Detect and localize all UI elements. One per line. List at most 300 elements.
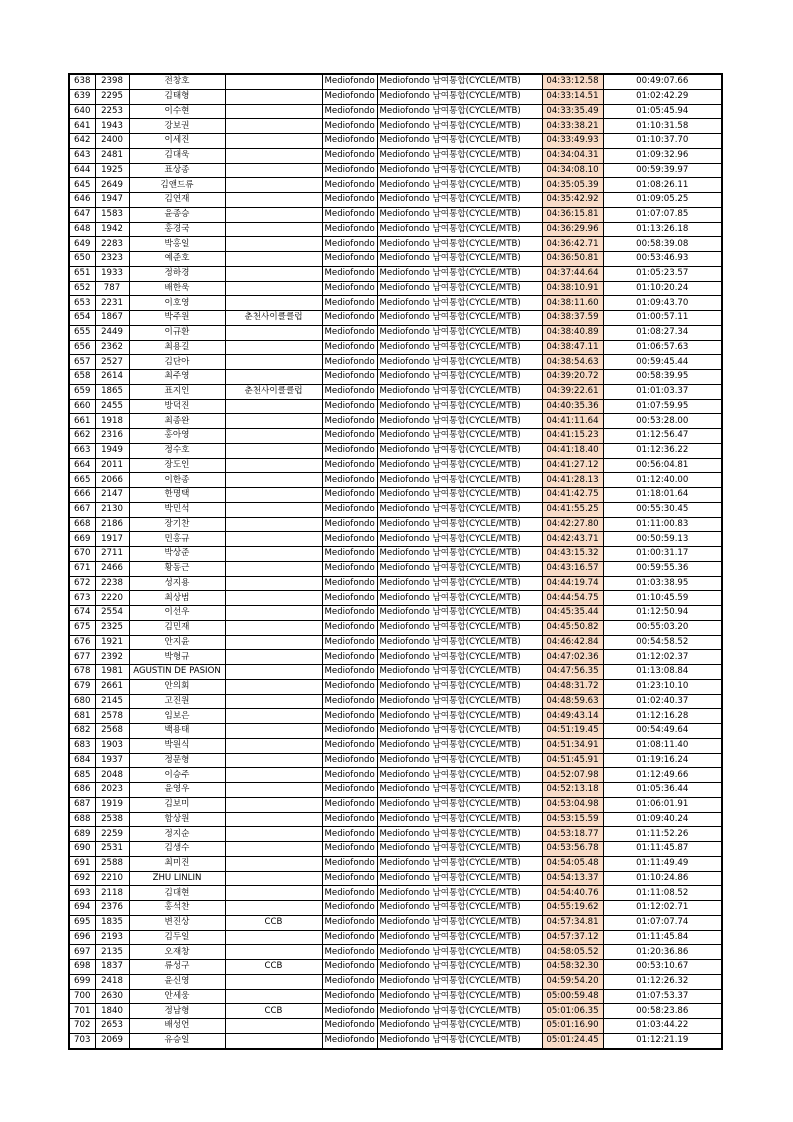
rank-cell: 649 xyxy=(69,237,95,252)
category-cell: Mediofondo 남여통합(CYCLE/MTB) xyxy=(377,856,542,871)
gap-time-cell: 00:54:49.64 xyxy=(603,724,722,739)
category-cell: Mediofondo 남여통합(CYCLE/MTB) xyxy=(377,694,542,709)
category-cell: Mediofondo 남여통합(CYCLE/MTB) xyxy=(377,414,542,429)
bib-cell: 2711 xyxy=(95,547,129,562)
category-cell: Mediofondo 남여통합(CYCLE/MTB) xyxy=(377,915,542,930)
gap-time-cell: 01:08:11.40 xyxy=(603,738,722,753)
finish-time-cell: 04:38:40.89 xyxy=(542,325,603,340)
team-cell: CCB xyxy=(225,915,322,930)
team-cell xyxy=(225,886,322,901)
category-cell: Mediofondo 남여통합(CYCLE/MTB) xyxy=(377,473,542,488)
category-cell: Mediofondo 남여통합(CYCLE/MTB) xyxy=(377,355,542,370)
table-row xyxy=(69,532,722,547)
team-cell xyxy=(225,237,322,252)
team-cell xyxy=(225,517,322,532)
name-cell: 최미진 xyxy=(129,856,225,871)
rank-cell: 700 xyxy=(69,989,95,1004)
table-row xyxy=(69,724,722,739)
course-cell: Mediofondo xyxy=(322,871,377,886)
name-cell: 김두일 xyxy=(129,930,225,945)
course-cell: Mediofondo xyxy=(322,783,377,798)
name-cell: AGUSTIN DE PASION xyxy=(129,665,225,680)
team-cell xyxy=(225,871,322,886)
finish-time-cell: 04:33:49.93 xyxy=(542,134,603,149)
rank-cell: 680 xyxy=(69,694,95,709)
finish-time-cell: 04:47:02.36 xyxy=(542,650,603,665)
team-cell xyxy=(225,827,322,842)
gap-time-cell: 01:10:24.86 xyxy=(603,871,722,886)
gap-time-cell: 01:11:45.84 xyxy=(603,930,722,945)
gap-time-cell: 01:05:45.94 xyxy=(603,104,722,119)
category-cell: Mediofondo 남여통합(CYCLE/MTB) xyxy=(377,606,542,621)
gap-time-cell: 00:59:45.44 xyxy=(603,355,722,370)
bib-cell: 2449 xyxy=(95,325,129,340)
rank-cell: 701 xyxy=(69,1004,95,1019)
name-cell: 백용태 xyxy=(129,724,225,739)
finish-time-cell: 04:38:10.91 xyxy=(542,281,603,296)
rank-cell: 687 xyxy=(69,797,95,812)
rank-cell: 658 xyxy=(69,370,95,385)
finish-time-cell: 04:39:22.61 xyxy=(542,384,603,399)
bib-cell: 2630 xyxy=(95,989,129,1004)
gap-time-cell: 01:02:40.37 xyxy=(603,694,722,709)
name-cell: 이호영 xyxy=(129,296,225,311)
team-cell xyxy=(225,650,322,665)
finish-time-cell: 04:54:05.48 xyxy=(542,856,603,871)
team-cell xyxy=(225,694,322,709)
gap-time-cell: 00:56:04.81 xyxy=(603,458,722,473)
rank-cell: 671 xyxy=(69,561,95,576)
rank-cell: 652 xyxy=(69,281,95,296)
name-cell: 김생수 xyxy=(129,842,225,857)
bib-cell: 2481 xyxy=(95,148,129,163)
category-cell: Mediofondo 남여통합(CYCLE/MTB) xyxy=(377,222,542,237)
rank-cell: 657 xyxy=(69,355,95,370)
name-cell: 홍경국 xyxy=(129,222,225,237)
gap-time-cell: 00:53:28.00 xyxy=(603,414,722,429)
gap-time-cell: 00:58:39.95 xyxy=(603,370,722,385)
finish-time-cell: 04:44:54.75 xyxy=(542,591,603,606)
finish-time-cell: 04:38:54.63 xyxy=(542,355,603,370)
category-cell: Mediofondo 남여통합(CYCLE/MTB) xyxy=(377,753,542,768)
team-cell xyxy=(225,783,322,798)
name-cell: ZHU LINLIN xyxy=(129,871,225,886)
table-row xyxy=(69,694,722,709)
bib-cell: 2069 xyxy=(95,1033,129,1048)
course-cell: Mediofondo xyxy=(322,709,377,724)
finish-time-cell: 04:41:11.64 xyxy=(542,414,603,429)
finish-time-cell: 04:41:18.40 xyxy=(542,443,603,458)
category-cell: Mediofondo 남여통합(CYCLE/MTB) xyxy=(377,724,542,739)
rank-cell: 686 xyxy=(69,783,95,798)
bib-cell: 2653 xyxy=(95,1019,129,1034)
finish-time-cell: 04:59:54.20 xyxy=(542,974,603,989)
team-cell: CCB xyxy=(225,960,322,975)
team-cell xyxy=(225,930,322,945)
bib-cell: 2661 xyxy=(95,679,129,694)
team-cell xyxy=(225,488,322,503)
category-cell: Mediofondo 남여통합(CYCLE/MTB) xyxy=(377,134,542,149)
course-cell: Mediofondo xyxy=(322,812,377,827)
team-cell xyxy=(225,502,322,517)
table-row xyxy=(69,370,722,385)
category-cell: Mediofondo 남여통합(CYCLE/MTB) xyxy=(377,842,542,857)
finish-time-cell: 04:41:15.23 xyxy=(542,429,603,444)
rank-cell: 685 xyxy=(69,768,95,783)
rank-cell: 682 xyxy=(69,724,95,739)
course-cell: Mediofondo xyxy=(322,281,377,296)
team-cell xyxy=(225,901,322,916)
bib-cell: 2538 xyxy=(95,812,129,827)
bib-cell: 1921 xyxy=(95,635,129,650)
course-cell: Mediofondo xyxy=(322,458,377,473)
category-cell: Mediofondo 남여통합(CYCLE/MTB) xyxy=(377,252,542,267)
course-cell: Mediofondo xyxy=(322,222,377,237)
gap-time-cell: 01:13:26.18 xyxy=(603,222,722,237)
table-row xyxy=(69,296,722,311)
rank-cell: 641 xyxy=(69,119,95,134)
finish-time-cell: 04:57:34.81 xyxy=(542,915,603,930)
name-cell: 정지순 xyxy=(129,827,225,842)
category-cell: Mediofondo 남여통합(CYCLE/MTB) xyxy=(377,502,542,517)
course-cell: Mediofondo xyxy=(322,960,377,975)
category-cell: Mediofondo 남여통합(CYCLE/MTB) xyxy=(377,237,542,252)
name-cell: 이세진 xyxy=(129,134,225,149)
category-cell: Mediofondo 남여통합(CYCLE/MTB) xyxy=(377,281,542,296)
bib-cell: 2011 xyxy=(95,458,129,473)
course-cell: Mediofondo xyxy=(322,827,377,842)
gap-time-cell: 01:03:44.22 xyxy=(603,1019,722,1034)
gap-time-cell: 01:12:36.22 xyxy=(603,443,722,458)
course-cell: Mediofondo xyxy=(322,414,377,429)
course-cell: Mediofondo xyxy=(322,119,377,134)
finish-time-cell: 04:38:11.60 xyxy=(542,296,603,311)
finish-time-cell: 04:41:42.75 xyxy=(542,488,603,503)
bib-cell: 1903 xyxy=(95,738,129,753)
table-row xyxy=(69,222,722,237)
bib-cell: 2392 xyxy=(95,650,129,665)
team-cell xyxy=(225,178,322,193)
category-cell: Mediofondo 남여통합(CYCLE/MTB) xyxy=(377,266,542,281)
course-cell: Mediofondo xyxy=(322,989,377,1004)
category-cell: Mediofondo 남여통합(CYCLE/MTB) xyxy=(377,74,542,89)
team-cell xyxy=(225,576,322,591)
finish-time-cell: 04:40:35.36 xyxy=(542,399,603,414)
name-cell: 최상범 xyxy=(129,591,225,606)
finish-time-cell: 04:45:50.82 xyxy=(542,620,603,635)
category-cell: Mediofondo 남여통합(CYCLE/MTB) xyxy=(377,561,542,576)
bib-cell: 1835 xyxy=(95,915,129,930)
bib-cell: 2588 xyxy=(95,856,129,871)
table-row xyxy=(69,355,722,370)
rank-cell: 648 xyxy=(69,222,95,237)
category-cell: Mediofondo 남여통합(CYCLE/MTB) xyxy=(377,178,542,193)
finish-time-cell: 04:53:15.59 xyxy=(542,812,603,827)
category-cell: Mediofondo 남여통합(CYCLE/MTB) xyxy=(377,1004,542,1019)
rank-cell: 693 xyxy=(69,886,95,901)
course-cell: Mediofondo xyxy=(322,252,377,267)
name-cell: 안세웅 xyxy=(129,989,225,1004)
rank-cell: 683 xyxy=(69,738,95,753)
rank-cell: 675 xyxy=(69,620,95,635)
bib-cell: 1947 xyxy=(95,193,129,208)
course-cell: Mediofondo xyxy=(322,74,377,89)
name-cell: 한명택 xyxy=(129,488,225,503)
course-cell: Mediofondo xyxy=(322,591,377,606)
bib-cell: 1865 xyxy=(95,384,129,399)
bib-cell: 2130 xyxy=(95,502,129,517)
gap-time-cell: 01:11:49.49 xyxy=(603,856,722,871)
table-row xyxy=(69,119,722,134)
bib-cell: 1933 xyxy=(95,266,129,281)
course-cell: Mediofondo xyxy=(322,134,377,149)
team-cell xyxy=(225,252,322,267)
rank-cell: 644 xyxy=(69,163,95,178)
finish-time-cell: 04:51:34.91 xyxy=(542,738,603,753)
bib-cell: 2531 xyxy=(95,842,129,857)
finish-time-cell: 04:35:05.39 xyxy=(542,178,603,193)
course-cell: Mediofondo xyxy=(322,635,377,650)
rank-cell: 659 xyxy=(69,384,95,399)
name-cell: 이승주 xyxy=(129,768,225,783)
team-cell xyxy=(225,443,322,458)
name-cell: 이수현 xyxy=(129,104,225,119)
table-row xyxy=(69,89,722,104)
gap-time-cell: 01:23:10.10 xyxy=(603,679,722,694)
category-cell: Mediofondo 남여통합(CYCLE/MTB) xyxy=(377,960,542,975)
name-cell: 고진원 xyxy=(129,694,225,709)
table-row xyxy=(69,650,722,665)
rank-cell: 646 xyxy=(69,193,95,208)
gap-time-cell: 00:55:30.45 xyxy=(603,502,722,517)
category-cell: Mediofondo 남여통합(CYCLE/MTB) xyxy=(377,547,542,562)
rank-cell: 692 xyxy=(69,871,95,886)
rank-cell: 684 xyxy=(69,753,95,768)
table-row xyxy=(69,679,722,694)
bib-cell: 2400 xyxy=(95,134,129,149)
category-cell: Mediofondo 남여통합(CYCLE/MTB) xyxy=(377,1033,542,1048)
bib-cell: 2259 xyxy=(95,827,129,842)
table-row xyxy=(69,753,722,768)
category-cell: Mediofondo 남여통합(CYCLE/MTB) xyxy=(377,399,542,414)
table-row xyxy=(69,281,722,296)
category-cell: Mediofondo 남여통합(CYCLE/MTB) xyxy=(377,576,542,591)
name-cell: 윤영우 xyxy=(129,783,225,798)
course-cell: Mediofondo xyxy=(322,974,377,989)
table-row xyxy=(69,148,722,163)
course-cell: Mediofondo xyxy=(322,502,377,517)
table-row xyxy=(69,738,722,753)
table-row xyxy=(69,709,722,724)
team-cell xyxy=(225,738,322,753)
team-cell xyxy=(225,296,322,311)
name-cell: 안지윤 xyxy=(129,635,225,650)
gap-time-cell: 01:18:01.64 xyxy=(603,488,722,503)
team-cell xyxy=(225,679,322,694)
team-cell xyxy=(225,458,322,473)
bib-cell: 2578 xyxy=(95,709,129,724)
rank-cell: 678 xyxy=(69,665,95,680)
gap-time-cell: 00:54:58.52 xyxy=(603,635,722,650)
name-cell: 정문형 xyxy=(129,753,225,768)
name-cell: 이한종 xyxy=(129,473,225,488)
table-row xyxy=(69,547,722,562)
name-cell: 박민석 xyxy=(129,502,225,517)
gap-time-cell: 01:13:08.84 xyxy=(603,665,722,680)
gap-time-cell: 00:58:39.08 xyxy=(603,237,722,252)
course-cell: Mediofondo xyxy=(322,325,377,340)
table-row xyxy=(69,74,722,89)
table-row xyxy=(69,930,722,945)
category-cell: Mediofondo 남여통합(CYCLE/MTB) xyxy=(377,768,542,783)
gap-time-cell: 00:58:23.86 xyxy=(603,1004,722,1019)
table-row xyxy=(69,606,722,621)
rank-cell: 662 xyxy=(69,429,95,444)
finish-time-cell: 05:00:59.48 xyxy=(542,989,603,1004)
rank-cell: 672 xyxy=(69,576,95,591)
rank-cell: 653 xyxy=(69,296,95,311)
course-cell: Mediofondo xyxy=(322,842,377,857)
table-row xyxy=(69,193,722,208)
team-cell xyxy=(225,340,322,355)
table-row xyxy=(69,783,722,798)
course-cell: Mediofondo xyxy=(322,178,377,193)
bib-cell: 2145 xyxy=(95,694,129,709)
team-cell xyxy=(225,74,322,89)
team-cell xyxy=(225,532,322,547)
name-cell: 강보권 xyxy=(129,119,225,134)
name-cell: 정하경 xyxy=(129,266,225,281)
category-cell: Mediofondo 남여통합(CYCLE/MTB) xyxy=(377,1019,542,1034)
bib-cell: 2023 xyxy=(95,783,129,798)
gap-time-cell: 01:10:37.70 xyxy=(603,134,722,149)
course-cell: Mediofondo xyxy=(322,606,377,621)
name-cell: 박형규 xyxy=(129,650,225,665)
team-cell xyxy=(225,606,322,621)
bib-cell: 2323 xyxy=(95,252,129,267)
category-cell: Mediofondo 남여통합(CYCLE/MTB) xyxy=(377,709,542,724)
bib-cell: 2253 xyxy=(95,104,129,119)
gap-time-cell: 00:53:46.93 xyxy=(603,252,722,267)
table-row xyxy=(69,1033,722,1048)
bib-cell: 2186 xyxy=(95,517,129,532)
course-cell: Mediofondo xyxy=(322,930,377,945)
category-cell: Mediofondo 남여통합(CYCLE/MTB) xyxy=(377,163,542,178)
name-cell: 윤종승 xyxy=(129,207,225,222)
team-cell xyxy=(225,163,322,178)
finish-time-cell: 04:33:12.58 xyxy=(542,74,603,89)
finish-time-cell: 05:01:16.90 xyxy=(542,1019,603,1034)
rank-cell: 647 xyxy=(69,207,95,222)
team-cell xyxy=(225,797,322,812)
bib-cell: 1837 xyxy=(95,960,129,975)
finish-time-cell: 04:41:55.25 xyxy=(542,502,603,517)
bib-cell: 1937 xyxy=(95,753,129,768)
bib-cell: 787 xyxy=(95,281,129,296)
gap-time-cell: 01:11:00.83 xyxy=(603,517,722,532)
team-cell: 춘천사이클클럽 xyxy=(225,311,322,326)
team-cell xyxy=(225,635,322,650)
name-cell: 방덕진 xyxy=(129,399,225,414)
category-cell: Mediofondo 남여통합(CYCLE/MTB) xyxy=(377,635,542,650)
course-cell: Mediofondo xyxy=(322,148,377,163)
bib-cell: 2048 xyxy=(95,768,129,783)
team-cell xyxy=(225,266,322,281)
name-cell: 배한욱 xyxy=(129,281,225,296)
category-cell: Mediofondo 남여통합(CYCLE/MTB) xyxy=(377,871,542,886)
gap-time-cell: 01:12:02.37 xyxy=(603,650,722,665)
team-cell xyxy=(225,429,322,444)
gap-time-cell: 01:03:38.95 xyxy=(603,576,722,591)
rank-cell: 669 xyxy=(69,532,95,547)
bib-cell: 2210 xyxy=(95,871,129,886)
finish-time-cell: 04:49:43.14 xyxy=(542,709,603,724)
gap-time-cell: 01:12:50.94 xyxy=(603,606,722,621)
team-cell xyxy=(225,89,322,104)
gap-time-cell: 01:10:20.24 xyxy=(603,281,722,296)
rank-cell: 694 xyxy=(69,901,95,916)
category-cell: Mediofondo 남여통합(CYCLE/MTB) xyxy=(377,193,542,208)
gap-time-cell: 01:06:57.63 xyxy=(603,340,722,355)
team-cell xyxy=(225,945,322,960)
finish-time-cell: 04:34:08.10 xyxy=(542,163,603,178)
finish-time-cell: 04:51:45.91 xyxy=(542,753,603,768)
course-cell: Mediofondo xyxy=(322,738,377,753)
team-cell xyxy=(225,1033,322,1048)
category-cell: Mediofondo 남여통합(CYCLE/MTB) xyxy=(377,89,542,104)
table-row xyxy=(69,915,722,930)
gap-time-cell: 01:12:56.47 xyxy=(603,429,722,444)
course-cell: Mediofondo xyxy=(322,266,377,281)
bib-cell: 1917 xyxy=(95,532,129,547)
finish-time-cell: 04:53:56.78 xyxy=(542,842,603,857)
team-cell xyxy=(225,119,322,134)
table-row xyxy=(69,443,722,458)
bib-cell: 2325 xyxy=(95,620,129,635)
team-cell xyxy=(225,325,322,340)
gap-time-cell: 01:12:21.19 xyxy=(603,1033,722,1048)
finish-time-cell: 04:43:15.32 xyxy=(542,547,603,562)
category-cell: Mediofondo 남여통합(CYCLE/MTB) xyxy=(377,119,542,134)
table-row xyxy=(69,827,722,842)
name-cell: 장기찬 xyxy=(129,517,225,532)
table-row xyxy=(69,989,722,1004)
gap-time-cell: 00:50:59.13 xyxy=(603,532,722,547)
name-cell: 배성언 xyxy=(129,1019,225,1034)
finish-time-cell: 04:46:42.84 xyxy=(542,635,603,650)
table-row xyxy=(69,960,722,975)
bib-cell: 1919 xyxy=(95,797,129,812)
finish-time-cell: 04:43:16.57 xyxy=(542,561,603,576)
team-cell xyxy=(225,355,322,370)
course-cell: Mediofondo xyxy=(322,193,377,208)
course-cell: Mediofondo xyxy=(322,443,377,458)
course-cell: Mediofondo xyxy=(322,768,377,783)
bib-cell: 1949 xyxy=(95,443,129,458)
course-cell: Mediofondo xyxy=(322,561,377,576)
name-cell: 표지인 xyxy=(129,384,225,399)
table-row xyxy=(69,399,722,414)
finish-time-cell: 04:33:14.51 xyxy=(542,89,603,104)
table-row xyxy=(69,576,722,591)
category-cell: Mediofondo 남여통합(CYCLE/MTB) xyxy=(377,429,542,444)
table-row xyxy=(69,768,722,783)
team-cell xyxy=(225,193,322,208)
category-cell: Mediofondo 남여통합(CYCLE/MTB) xyxy=(377,886,542,901)
rank-cell: 689 xyxy=(69,827,95,842)
rank-cell: 703 xyxy=(69,1033,95,1048)
rank-cell: 664 xyxy=(69,458,95,473)
